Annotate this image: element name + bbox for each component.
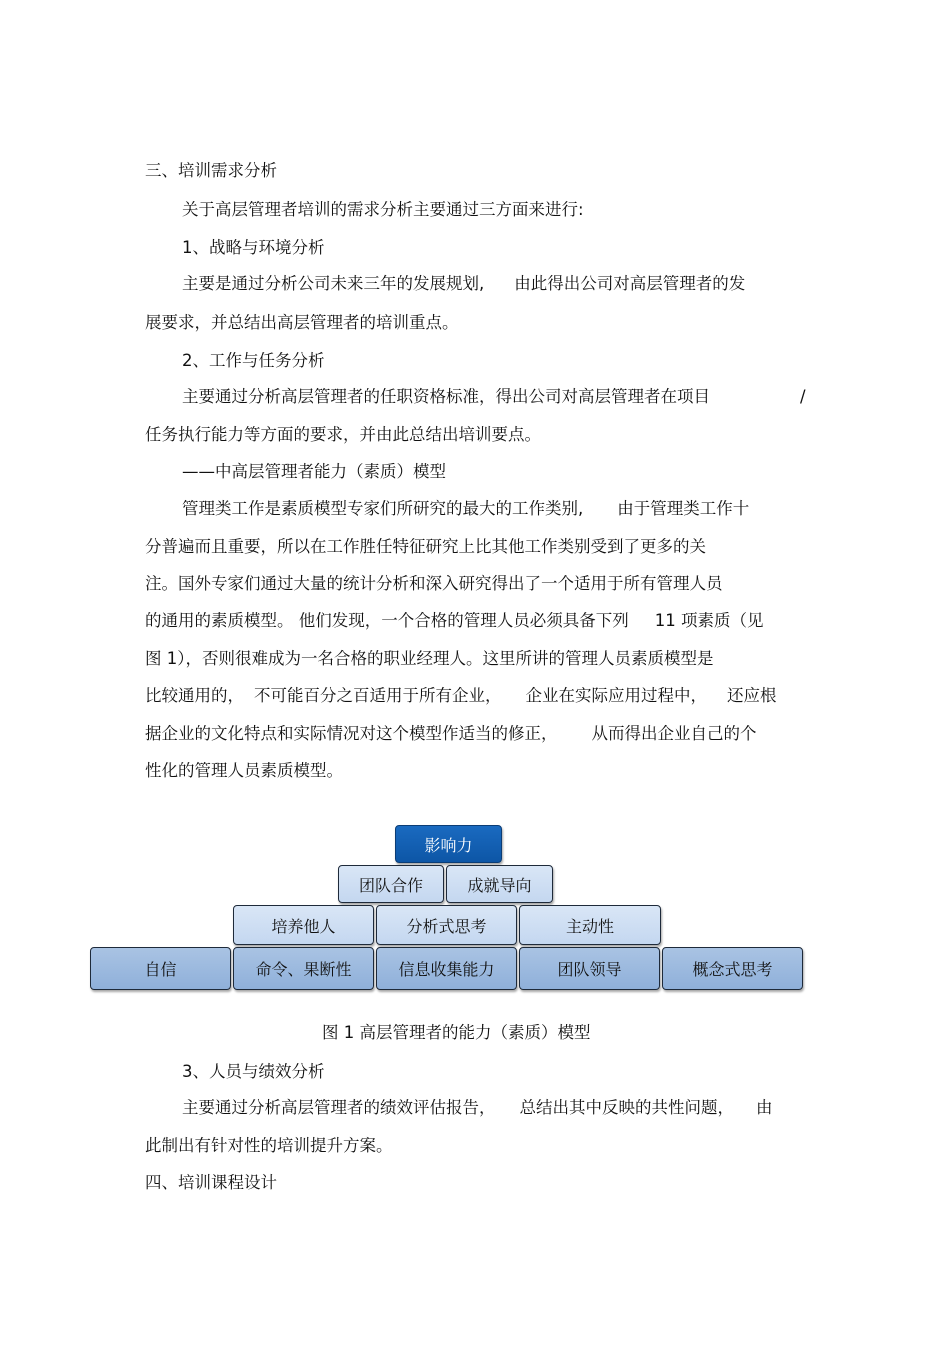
pyramid-box-influence: 影响力 <box>395 825 502 863</box>
text-segment: 总结出其中反映的共性问题， <box>519 1098 734 1117</box>
paragraph-line <box>145 610 764 632</box>
paragraph-line: 此制出有针对性的培训提升方案。 <box>145 1136 393 1155</box>
section-heading: 三、培训需求分析 <box>145 161 277 180</box>
text-segment: 11 项素质（见 <box>654 611 764 630</box>
pyramid-box-developing-others: 培养他人 <box>233 905 374 945</box>
pyramid-box-teamwork: 团队合作 <box>338 865 444 903</box>
pyramid-box-initiative: 主动性 <box>519 905 661 945</box>
paragraph-line: 图 1），否则很难成为一名合格的职业经理人。这里所讲的管理人员素质模型是 <box>145 649 714 668</box>
figure-caption: 图 1 高层管理者的能力（素质）模型 <box>322 1023 591 1042</box>
subsection-title: 2、工作与任务分析 <box>182 351 325 370</box>
pyramid-box-achievement: 成就导向 <box>446 865 553 903</box>
pyramid-box-analytical-thinking: 分析式思考 <box>376 905 517 945</box>
subsection-title: 1、战略与环境分析 <box>182 238 325 257</box>
model-title: ——中高层管理者能力（素质）模型 <box>182 462 446 481</box>
paragraph-line <box>145 685 777 707</box>
paragraph-line: 性化的管理人员素质模型。 <box>145 761 343 780</box>
section-heading: 四、培训课程设计 <box>145 1173 277 1192</box>
pyramid-box-information-seeking: 信息收集能力 <box>376 947 517 990</box>
text-segment: 主要是通过分析公司未来三年的发展规划, <box>182 274 485 293</box>
text-segment: 企业在实际应用过程中， <box>525 686 707 705</box>
paragraph-line <box>182 273 745 295</box>
paragraph-line: 注。国外专家们通过大量的统计分析和深入研究得出了一个适用于所有管理人员 <box>145 574 723 593</box>
paragraph-line: 任务执行能力等方面的要求，并由此总结出培训要点。 <box>145 425 541 444</box>
text-segment: 由 <box>756 1098 773 1117</box>
paragraph-line: 主要通过分析高层管理者的任职资格标准，得出公司对高层管理者在项目 <box>182 387 710 406</box>
text-segment: 主要通过分析高层管理者的绩效评估报告， <box>182 1098 496 1117</box>
text-segment: / <box>800 387 806 406</box>
pyramid-box-team-leadership: 团队领导 <box>519 947 660 990</box>
paragraph-line <box>145 723 757 745</box>
text-segment: 从而得出企业自己的个 <box>591 724 757 743</box>
text-segment: 的通用的素质模型。 他们发现，一个合格的管理人员必须具备下列 <box>145 611 629 630</box>
text-segment: 据企业的文化特点和实际情况对这个模型作适当的修正， <box>145 724 558 743</box>
text-segment: 比较通用的， <box>145 686 244 705</box>
paragraph-line: 分普遍而且重要，所以在工作胜任特征研究上比其他工作类别受到了更多的关 <box>145 537 706 556</box>
paragraph-line <box>182 498 749 520</box>
text-segment: 不可能百分之百适用于所有企业， <box>254 686 502 705</box>
text-segment: 由此得出公司对高层管理者的发 <box>514 274 746 293</box>
paragraph-line: 展要求，并总结出高层管理者的培训重点。 <box>145 313 459 332</box>
pyramid-box-directiveness: 命令、果断性 <box>233 947 374 990</box>
text-segment: 由于管理类工作十 <box>617 499 750 518</box>
pyramid-box-conceptual-thinking: 概念式思考 <box>662 947 803 990</box>
pyramid-box-self-confidence: 自信 <box>90 947 231 990</box>
text-segment: 还应根 <box>727 686 777 705</box>
text-segment: 管理类工作是素质模型专家们所研究的最大的工作类别, <box>182 499 584 518</box>
paragraph-line <box>182 1097 773 1119</box>
subsection-title: 3、人员与绩效分析 <box>182 1062 325 1081</box>
intro-paragraph: 关于高层管理者培训的需求分析主要通过三方面来进行: <box>182 200 584 219</box>
